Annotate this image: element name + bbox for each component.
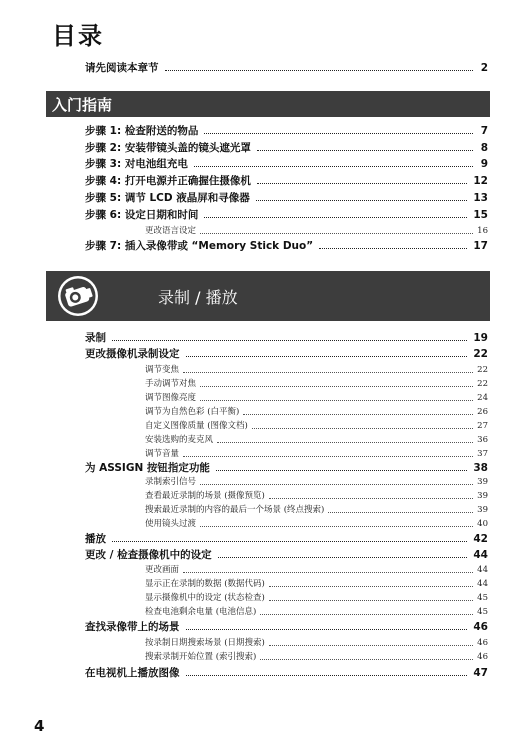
toc-page-number: 45: [477, 607, 488, 617]
toc-dot-leader: [112, 331, 467, 341]
toc-entry-label: 调节为自然色彩 (白平衡): [145, 407, 240, 417]
section-bar-getting-started: [46, 91, 490, 117]
toc-page-number: 22: [473, 348, 488, 360]
toc-subentry[interactable]: [145, 517, 488, 531]
toc-entry-label: 步骤 3: 对电池组充电: [85, 158, 188, 170]
toc-dot-leader: [200, 377, 473, 387]
toc-entry-label: 录制: [85, 332, 106, 344]
toc-page-number: 39: [477, 477, 488, 487]
toc-page-number: 7: [480, 125, 488, 137]
toc-entry-label: 自定义图像质量 (图像文档): [145, 421, 248, 431]
toc-page-number: 24: [477, 393, 488, 403]
toc-page-number: 44: [477, 565, 488, 575]
toc-subentry[interactable]: [145, 475, 488, 489]
toc-entry-label: 步骤 1: 检查附送的物品: [85, 125, 199, 137]
toc-page-number: 12: [473, 175, 488, 187]
toc-dot-leader: [260, 650, 473, 660]
toc-subentry[interactable]: [145, 563, 488, 577]
toc-dot-leader: [257, 174, 468, 184]
toc-page-number: 46: [473, 621, 488, 633]
toc-dot-leader: [194, 157, 473, 167]
toc-page-number: 26: [477, 407, 488, 417]
toc-page-number: 40: [477, 519, 488, 529]
toc-subentry[interactable]: [145, 433, 488, 447]
toc-page-number: 46: [477, 638, 488, 648]
toc-page-number: 2: [480, 62, 488, 74]
toc-page-number: 17: [473, 240, 488, 252]
toc-dot-leader: [217, 433, 473, 443]
toc-entry-label: 调节图像亮度: [145, 393, 197, 403]
toc-entry-label: 按录制日期搜索场景 (日期搜索): [145, 638, 265, 648]
toc-page-number: 39: [477, 505, 488, 515]
toc-entry-label: 安装选购的麦克风: [145, 435, 214, 445]
toc-page-number: 36: [477, 435, 488, 445]
section-title-getting-started: 入门指南: [52, 96, 113, 114]
toc-entry-label: 查看最近录制的场景 (摄像预览): [145, 491, 265, 501]
toc-entry[interactable]: [85, 191, 488, 205]
toc-subentry[interactable]: [145, 447, 488, 461]
toc-entry-label: 显示摄像机中的设定 (状态检查): [145, 593, 265, 603]
toc-page-number: 42: [473, 533, 488, 545]
toc-page-number: 45: [477, 593, 488, 603]
toc-entry-label: 更改画面: [145, 565, 180, 575]
toc-entry[interactable]: [85, 548, 488, 562]
toc-dot-leader: [269, 636, 473, 646]
toc-page-number: 13: [473, 192, 488, 204]
toc-subentry[interactable]: [145, 605, 488, 619]
toc-dot-leader: [328, 503, 473, 513]
toc-dot-leader: [269, 577, 473, 587]
toc-subentry[interactable]: [145, 489, 488, 503]
toc-entry-label: 调节音量: [145, 449, 180, 459]
toc-dot-leader: [204, 208, 467, 218]
toc-entry[interactable]: [85, 347, 488, 361]
toc-entry[interactable]: [85, 620, 488, 634]
toc-dot-leader: [183, 363, 473, 373]
toc-page-title: 目录: [52, 22, 104, 50]
toc-dot-leader: [269, 489, 473, 499]
section-title-record-playback: 录制 / 播放: [158, 288, 238, 307]
toc-dot-leader: [257, 141, 473, 151]
toc-entry[interactable]: [85, 141, 488, 155]
toc-entry-label: 更改摄像机录制设定: [85, 348, 180, 360]
toc-dot-leader: [200, 224, 473, 234]
toc-dot-leader: [319, 239, 467, 249]
toc-entry-label: 请先阅读本章节: [85, 62, 159, 74]
toc-dot-leader: [183, 563, 473, 573]
toc-page-number: 22: [477, 379, 488, 389]
toc-subentry[interactable]: [145, 503, 488, 517]
toc-entry[interactable]: [85, 174, 488, 188]
toc-entry[interactable]: [85, 124, 488, 138]
toc-dot-leader: [186, 347, 468, 357]
toc-entry-label: 查找录像带上的场景: [85, 621, 180, 633]
toc-subentry[interactable]: [145, 591, 488, 605]
toc-dot-leader: [216, 461, 467, 471]
toc-entry-label: 使用镜头过渡: [145, 519, 197, 529]
toc-subentry[interactable]: [145, 391, 488, 405]
toc-entry-label: 调节变焦: [145, 365, 180, 375]
toc-entry[interactable]: [85, 61, 488, 75]
toc-entry-label: 更改 / 检查摄像机中的设定: [85, 549, 212, 561]
toc-entry-label: 搜索录制开始位置 (索引搜索): [145, 652, 257, 662]
toc-entry-label: 手动调节对焦: [145, 379, 197, 389]
camera-icon: [57, 275, 99, 317]
toc-subentry[interactable]: [145, 377, 488, 391]
toc-entry-label: 步骤 7: 插入录像带或 “Memory Stick Duo”: [85, 240, 314, 252]
toc-page-number: 44: [473, 549, 488, 561]
toc-entry-label: 显示正在录制的数据 (数据代码): [145, 579, 265, 589]
toc-page-number: 15: [473, 209, 488, 221]
toc-entry[interactable]: [85, 331, 488, 345]
toc-page-number: 47: [473, 667, 488, 679]
toc-dot-leader: [256, 191, 468, 201]
toc-subentry[interactable]: [145, 577, 488, 591]
toc-entry-label: 为 ASSIGN 按钮指定功能: [85, 462, 210, 474]
toc-page-number: 27: [477, 421, 488, 431]
toc-entry[interactable]: [85, 666, 488, 680]
toc-entry-label: 更改语言设定: [145, 226, 197, 236]
toc-dot-leader: [186, 666, 468, 676]
toc-entry-label: 录制索引信号: [145, 477, 197, 487]
toc-entry[interactable]: [85, 461, 488, 475]
toc-entry-label: 步骤 6: 设定日期和时间: [85, 209, 199, 221]
toc-subentry[interactable]: [145, 405, 488, 419]
toc-page-number: 19: [473, 332, 488, 344]
toc-entry-label: 搜索最近录制的内容的最后一个场景 (终点搜索): [145, 505, 325, 515]
toc-page-number: 46: [477, 652, 488, 662]
toc-dot-leader: [165, 61, 474, 71]
toc-page-number: 22: [477, 365, 488, 375]
toc-subentry[interactable]: [145, 636, 488, 650]
toc-dot-leader: [112, 532, 467, 542]
toc-page-number: 8: [480, 142, 488, 154]
toc-subentry[interactable]: [145, 363, 488, 377]
toc-entry-label: 步骤 5: 调节 LCD 液晶屏和寻像器: [85, 192, 250, 204]
toc-entry[interactable]: [85, 208, 488, 222]
toc-entry-label: 步骤 4: 打开电源并正确握住摄像机: [85, 175, 251, 187]
toc-dot-leader: [200, 475, 473, 485]
toc-subentry[interactable]: [145, 650, 488, 664]
toc-dot-leader: [243, 405, 473, 415]
toc-dot-leader: [252, 419, 473, 429]
toc-entry[interactable]: [85, 532, 488, 546]
toc-page-number: 39: [477, 491, 488, 501]
toc-entry-label: 播放: [85, 533, 106, 545]
toc-dot-leader: [260, 605, 473, 615]
toc-subentry[interactable]: [145, 419, 488, 433]
toc-entry-label: 检查电池剩余电量 (电池信息): [145, 607, 257, 617]
toc-dot-leader: [204, 124, 473, 134]
toc-dot-leader: [186, 620, 468, 630]
toc-dot-leader: [200, 517, 473, 527]
toc-entry-label: 步骤 2: 安装带镜头盖的镜头遮光罩: [85, 142, 251, 154]
toc-dot-leader: [269, 591, 473, 601]
toc-subentry[interactable]: [145, 224, 488, 238]
toc-dot-leader: [200, 391, 473, 401]
page-number: 4: [34, 717, 45, 735]
section-bar-record-playback: [46, 271, 490, 321]
toc-entry-label: 在电视机上播放图像: [85, 667, 180, 679]
toc-entry[interactable]: [85, 239, 488, 253]
toc-page-number: 9: [480, 158, 488, 170]
toc-page-number: 16: [477, 226, 488, 236]
toc-page-number: 38: [473, 462, 488, 474]
toc-dot-leader: [183, 447, 473, 457]
toc-page-number: 37: [477, 449, 488, 459]
toc-dot-leader: [218, 548, 468, 558]
toc-entry[interactable]: [85, 157, 488, 171]
toc-page-number: 44: [477, 579, 488, 589]
